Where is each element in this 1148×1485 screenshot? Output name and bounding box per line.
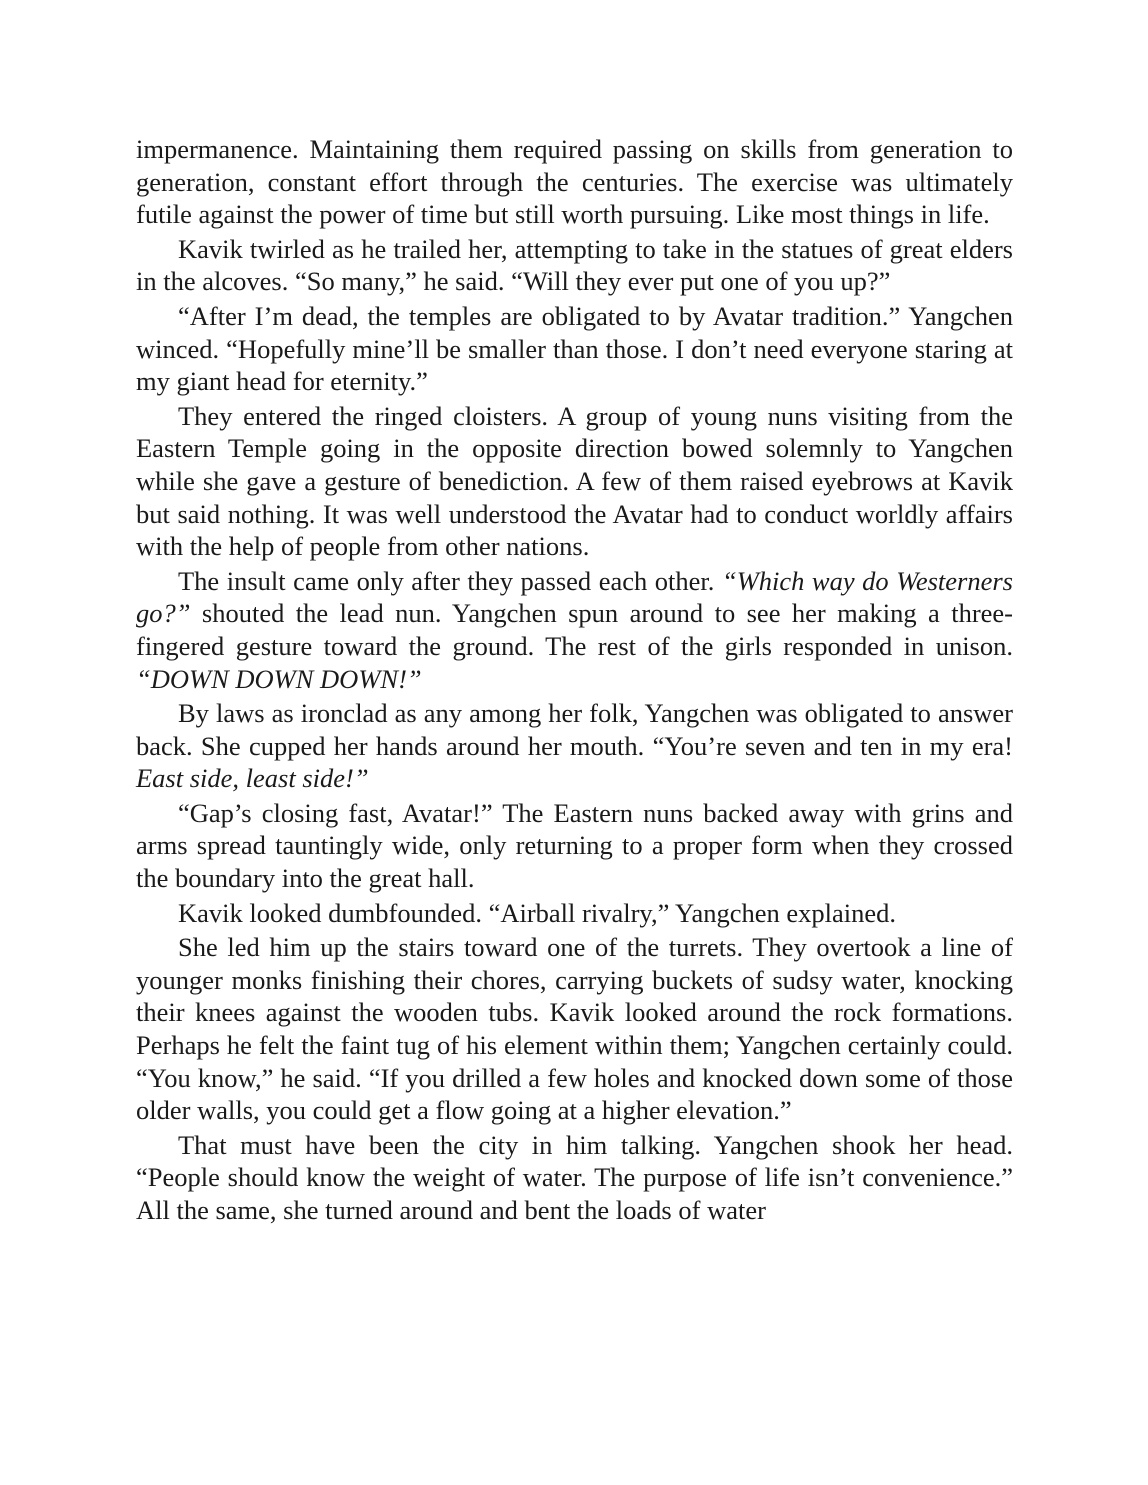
paragraph bbox=[136, 233, 1013, 298]
text-run: impermanence. Maintaining them required passing on skills from generation to generation, constant effort through the centuries. The exercise was ultimately futile against the power of time but still worth pursuing. Like most things in life. bbox=[136, 134, 1013, 230]
text-run: Kavik looked dumbfounded. “Airball rivalry,” Yangchen explained. bbox=[178, 897, 897, 928]
italic-run: “DOWN DOWN DOWN!” bbox=[136, 663, 422, 694]
text-run: Kavik twirled as he trailed her, attempting to take in the statues of great elders in the alcoves. “So many,” he said. “Will they ever put one of you up?” bbox=[136, 233, 1013, 297]
text-run: By laws as ironclad as any among her folk, Yangchen was obligated to answer back. She cupped her hands around her mouth. “You’re seven and ten in my era! bbox=[136, 698, 1013, 761]
paragraph bbox=[136, 797, 1013, 895]
book-page bbox=[136, 133, 1013, 1229]
text-run: They entered the ringed cloisters. A group of young nuns visiting from the Eastern Temple going in the opposite direction bowed solemnly to Yangchen while she gave a gesture of benediction. A few of them raised eyebrows at Kavik but said nothing. It was well understood the Avatar had to conduct worldly affairs with the help of people from other nations. bbox=[136, 400, 1013, 562]
italic-run: “Which way do Westerners go?” bbox=[136, 565, 1013, 629]
paragraph bbox=[136, 1129, 1013, 1227]
text-run: That must have been the city in him talking. Yangchen shook her head. “People should know the weight of water. The purpose of life isn’t convenience.” All the same, she turned around and bent the loads of water bbox=[136, 1129, 1013, 1225]
paragraph bbox=[136, 565, 1013, 695]
text-run: She led him up the stairs toward one of the turrets. They overtook a line of younger monks finishing their chores, carrying buckets of sudsy water, knocking their knees against the wooden tubs. Kavik looked around the rock formations. Perhaps he felt the faint tug of his element within them; Yangchen certainly could. “You know,” he said. “If you drilled a few holes and knocked down some of those older walls, you could get a flow going at a higher elevation.” bbox=[136, 932, 1013, 1126]
paragraph bbox=[136, 931, 1013, 1127]
italic-run: East side, least side!” bbox=[136, 763, 369, 794]
paragraph bbox=[136, 897, 1013, 930]
text-run: The insult came only after they passed each other. bbox=[178, 565, 722, 596]
paragraph bbox=[136, 400, 1013, 563]
paragraph bbox=[136, 133, 1013, 231]
paragraph bbox=[136, 300, 1013, 398]
paragraph bbox=[136, 697, 1013, 795]
text-run: “After I’m dead, the temples are obligated to by Avatar tradition.” Yangchen winced. “Hopefully mine’ll be smaller than those. I don’t need everyone staring at my giant head for eternity.” bbox=[136, 300, 1013, 397]
text-run: shouted the lead nun. Yangchen spun around to see her making a three-fingered gesture toward the ground. The rest of the girls responded in unison. bbox=[136, 598, 1013, 661]
text-run: “Gap’s closing fast, Avatar!” The Eastern nuns backed away with grins and arms spread tauntingly wide, only returning to a proper form when they crossed the boundary into the great hall. bbox=[136, 797, 1013, 894]
